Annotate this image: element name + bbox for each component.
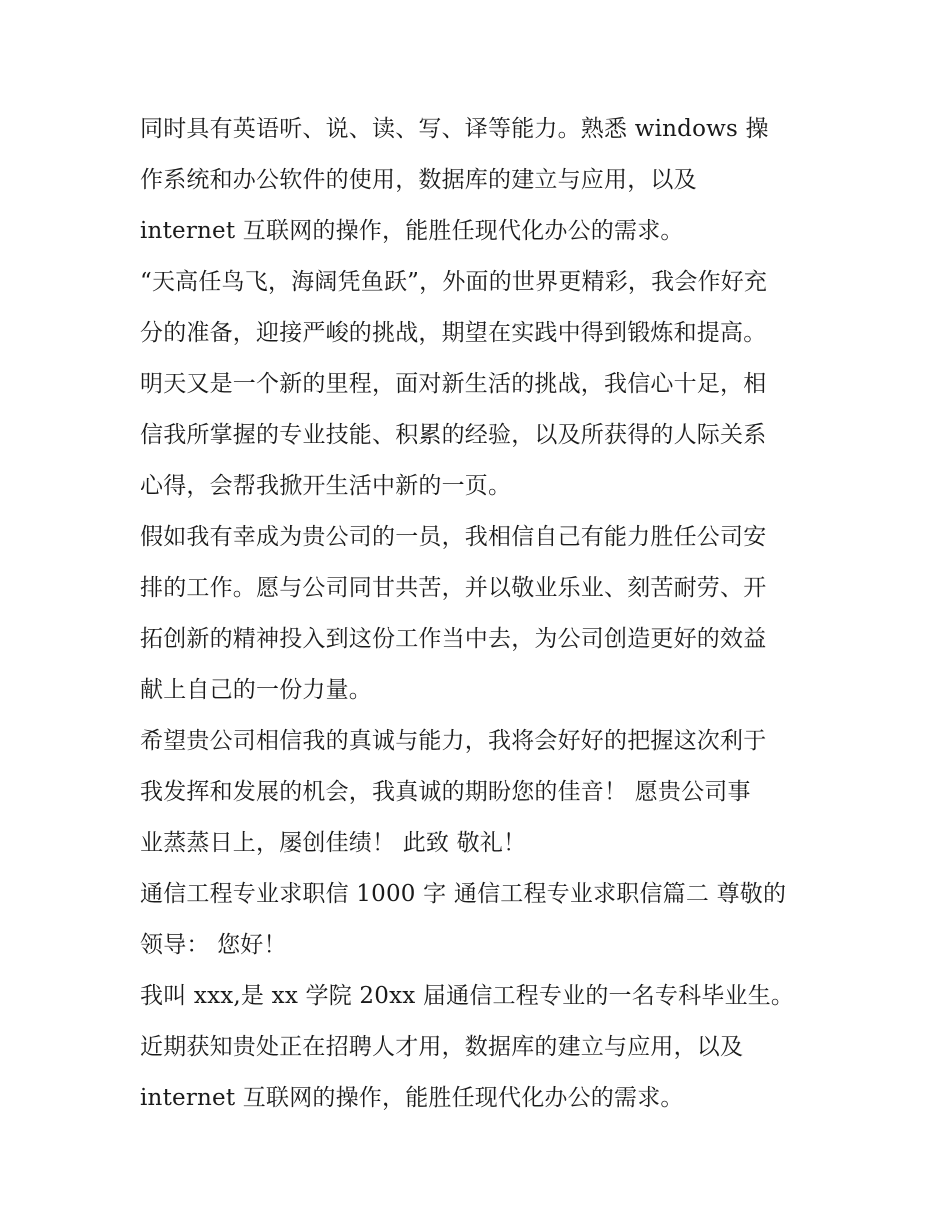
text-line: 作系统和办公软件的使用，数据库的建立与应用，以及 (140, 167, 697, 193)
text-line: 假如我有幸成为贵公司的一员，我相信自己有能力胜任公司安 (140, 524, 767, 550)
text-line: 献上自己的一份力量。 (140, 677, 372, 703)
text-line: 领导： 您好！ (140, 932, 287, 958)
text-line: 心得，会帮我掀开生活中新的一页。 (140, 473, 512, 499)
document-body (140, 104, 820, 1124)
text-line: 分的准备，迎接严峻的挑战，期望在实践中得到锻炼和提高。 (140, 320, 767, 346)
text-line: “天高任鸟飞，海阔凭鱼跃”，外面的世界更精彩，我会作好充 (140, 269, 768, 295)
text-line: 通信工程专业求职信 1000 字 通信工程专业求职信篇二 尊敬的 (140, 881, 787, 907)
text-line: 拓创新的精神投入到这份工作当中去，为公司创造更好的效益 (140, 626, 767, 652)
text-line: 近期获知贵处正在招聘人才用，数据库的建立与应用，以及 (140, 1034, 744, 1060)
text-line: 同时具有英语听、说、读、写、译等能力。熟悉 windows 操 (140, 116, 769, 142)
text-line: 我叫 xxx,是 xx 学院 20xx 届通信工程专业的一名专科毕业生。 (140, 983, 795, 1009)
text-line: 业蒸蒸日上，屡创佳绩！ 此致 敬礼！ (140, 830, 527, 856)
text-line: 信我所掌握的专业技能、积累的经验，以及所获得的人际关系 (140, 422, 767, 448)
text-line: 明天又是一个新的里程，面对新生活的挑战，我信心十足，相 (140, 371, 767, 397)
text-line: 我发挥和发展的机会，我真诚的期盼您的佳音！ 愿贵公司事 (140, 779, 751, 805)
text-line: 排的工作。愿与公司同甘共苦，并以敬业乐业、刻苦耐劳、开 (140, 575, 767, 601)
text-line: internet 互联网的操作，能胜任现代化办公的需求。 (140, 218, 684, 244)
text-line: 希望贵公司相信我的真诚与能力，我将会好好的把握这次利于 (140, 728, 767, 754)
text-line: internet 互联网的操作，能胜任现代化办公的需求。 (140, 1085, 684, 1111)
